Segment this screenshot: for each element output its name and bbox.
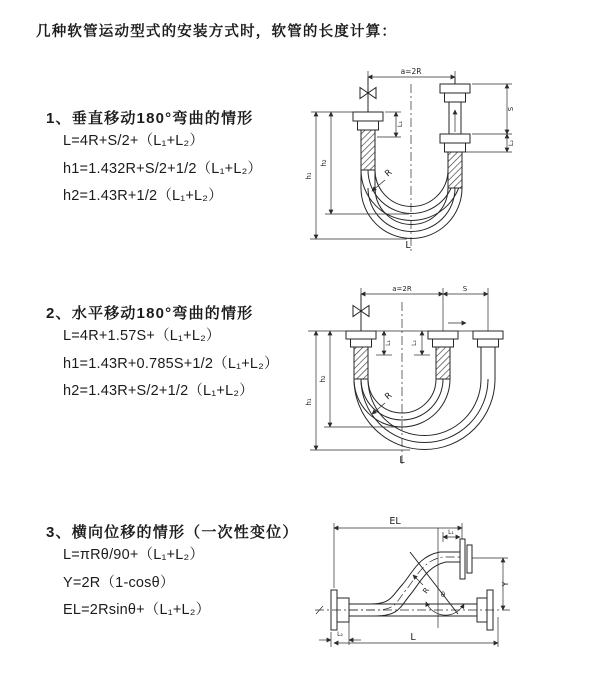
dim-label-a2r: a=2R	[400, 67, 422, 76]
diagram-lateral-displacement	[295, 495, 600, 670]
flange	[440, 134, 470, 143]
braided-hose	[448, 152, 462, 188]
dim-label-y: Y	[501, 581, 510, 587]
dim-label-a2r: a=2R	[392, 285, 412, 293]
dim-label-l: L	[410, 632, 416, 643]
dim-label-r: R	[383, 167, 395, 180]
hose-assembly-drawing	[346, 294, 503, 450]
flange	[473, 331, 503, 339]
dim-label-s: S	[507, 106, 515, 112]
braided-hose	[354, 347, 368, 379]
flange	[460, 539, 465, 579]
dim-label-l1: L₁	[385, 340, 392, 346]
dim-label-l2: L₂	[507, 139, 515, 147]
flange	[346, 331, 376, 339]
flange	[428, 331, 458, 339]
dim-label-h2: h₂	[320, 159, 328, 167]
dim-label-el: EL	[389, 516, 401, 527]
flange	[440, 84, 470, 93]
hose-assembly-drawing	[331, 539, 493, 630]
dim-label-l: L	[399, 455, 405, 466]
formula-line: Y=2R（1-cosθ）	[63, 574, 175, 591]
section-3	[46, 521, 299, 625]
section-2	[46, 302, 279, 406]
dimension-lines	[316, 523, 508, 647]
section-1	[46, 107, 262, 211]
diagram-horizontal-180-bend	[300, 276, 595, 471]
dim-label-h1: h₁	[305, 172, 313, 180]
formula-line: h1=1.432R+S/2+1/2（L₁+L₂）	[63, 160, 263, 177]
formula-line: L=4R+1.57S+（L₁+L₂）	[63, 328, 221, 344]
formula-line: h1=1.43R+0.785S+1/2（L₁+L₂）	[63, 355, 279, 372]
section-heading: 2、水平移动180°弯曲的情形	[46, 305, 254, 322]
braided-hose	[436, 347, 450, 379]
flange	[353, 112, 383, 121]
dim-label-l2: L₂	[411, 340, 418, 346]
formula-line: EL=2Rsinθ+（L₁+L₂）	[63, 602, 211, 618]
dim-label-h2: h₂	[319, 375, 327, 383]
dim-label-l1: L₁	[396, 120, 404, 128]
braided-hose	[361, 130, 375, 170]
dimension-lines	[308, 288, 503, 450]
dim-label-r: R	[383, 390, 395, 403]
dim-label-theta: θ	[440, 591, 446, 599]
formula-line: L=4R+S/2+（L₁+L₂）	[63, 133, 205, 149]
formula-line: h2=1.43R+1/2（L₁+L₂）	[63, 188, 223, 204]
diagram-vertical-180-bend	[303, 58, 583, 263]
section-heading: 1、垂直移动180°弯曲的情形	[46, 110, 254, 127]
section-heading: 3、横向位移的情形（一次性变位）	[46, 524, 299, 541]
dim-label-s: S	[462, 285, 468, 293]
formula-line: L=πRθ/90+（L₁+L₂）	[63, 547, 205, 563]
dim-label-l2: L₂	[337, 631, 343, 638]
dim-label-l1: L₁	[448, 529, 454, 536]
formula-line: h2=1.43R+S/2+1/2（L₁+L₂）	[63, 383, 254, 399]
page-title: 几种软管运动型式的安装方式时，软管的长度计算：	[36, 24, 398, 40]
dim-label-h1: h₁	[305, 398, 313, 406]
dim-label-r: R	[420, 585, 432, 596]
dim-label-l: L	[405, 240, 411, 251]
